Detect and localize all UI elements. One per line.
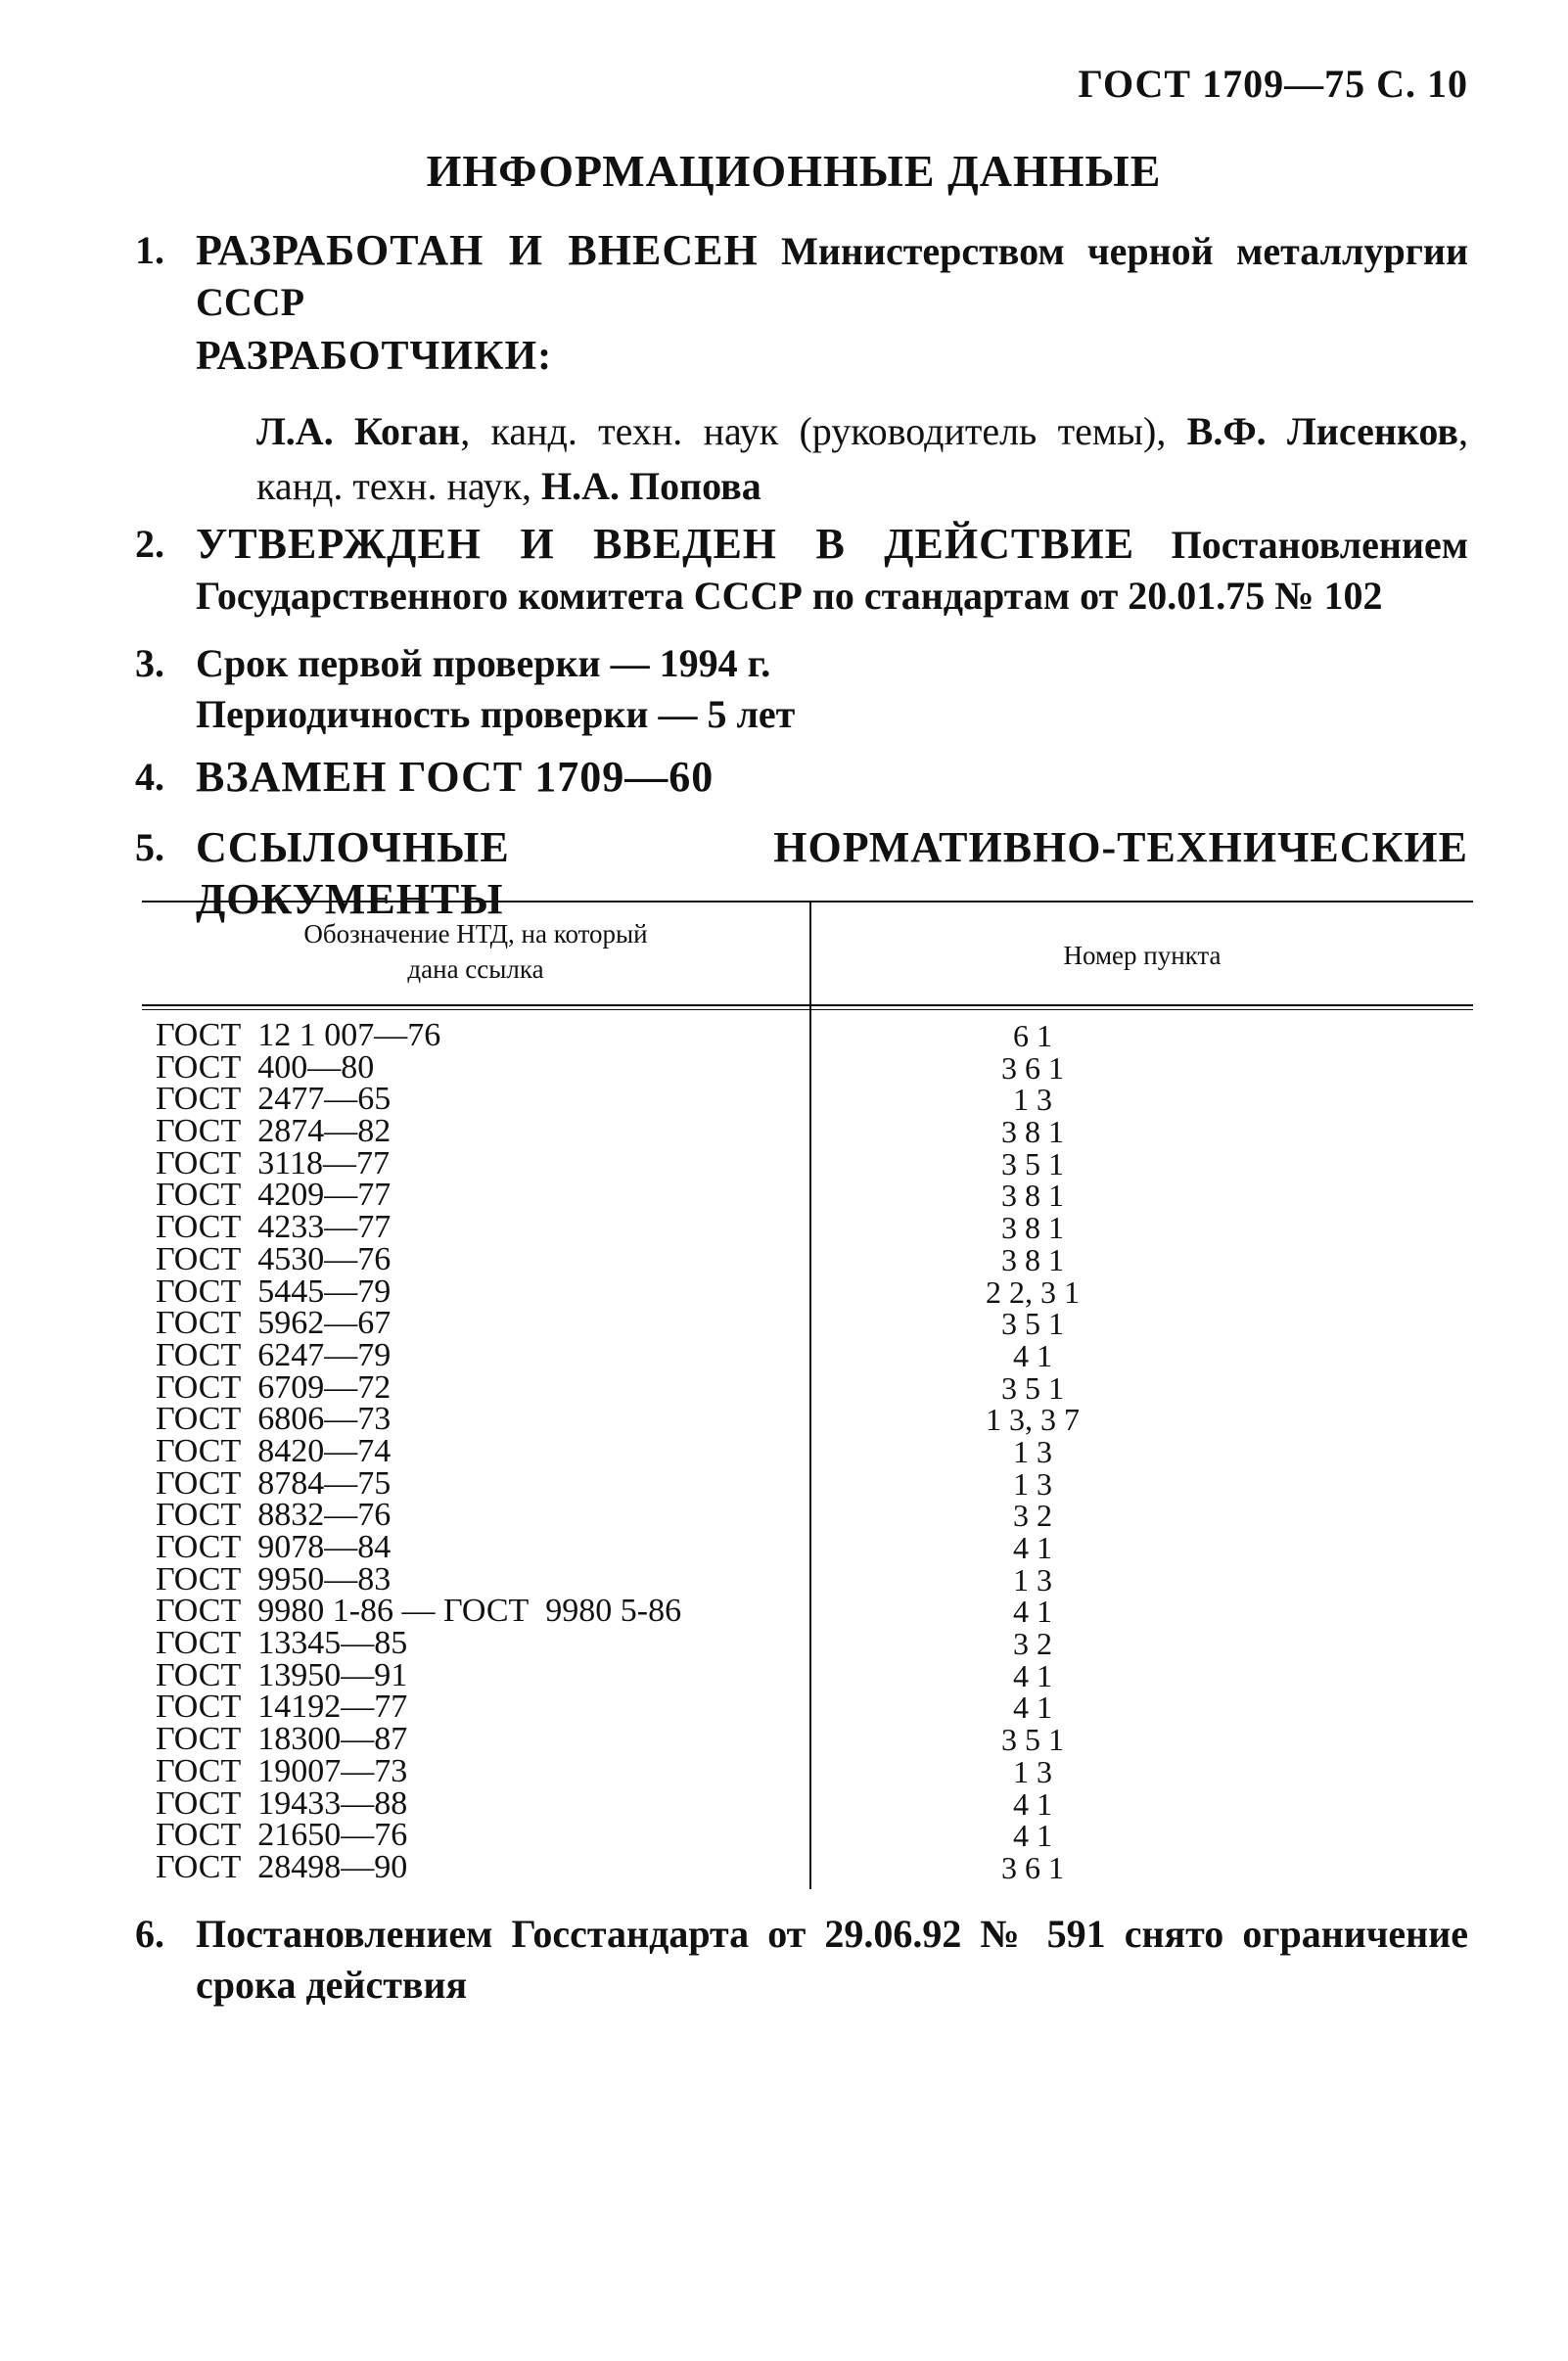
table-header-point: Номер пункта bbox=[1063, 941, 1222, 970]
cell-document: ГОСТ 2874—82 bbox=[156, 1113, 392, 1150]
item-number: 5. bbox=[135, 825, 164, 869]
table-row bbox=[142, 1240, 1473, 1277]
cell-document: ГОСТ 12 1 007—76 bbox=[156, 1017, 441, 1053]
item-number: 2. bbox=[135, 522, 164, 566]
cell-document: ГОСТ 3118—77 bbox=[156, 1144, 390, 1181]
table-row bbox=[142, 1497, 1473, 1534]
item-number: 4. bbox=[135, 755, 164, 799]
table-row bbox=[142, 1273, 1473, 1310]
item-number: 6. bbox=[135, 1912, 164, 1956]
cell-document: ГОСТ 8784—75 bbox=[156, 1464, 392, 1502]
item-text: ВЗАМЕН ГОСТ 1709—60 bbox=[196, 753, 715, 801]
developer-name: В.Ф. Лисенков bbox=[1186, 409, 1458, 453]
cell-point: 3 8 1 bbox=[1001, 1210, 1064, 1246]
table-row bbox=[142, 1784, 1473, 1822]
table-row bbox=[142, 1368, 1473, 1406]
cell-point: 3 6 1 bbox=[1001, 1849, 1064, 1885]
item-body bbox=[196, 225, 1468, 328]
page-header: ГОСТ 1709—75 С. 10 bbox=[1078, 62, 1468, 106]
cell-point: 1 3 bbox=[1013, 1753, 1052, 1789]
table-row bbox=[142, 1209, 1473, 1246]
cell-document: ГОСТ 6247—79 bbox=[156, 1336, 392, 1373]
cell-point: 3 5 1 bbox=[1001, 1369, 1064, 1406]
item-body bbox=[196, 519, 1468, 622]
cell-document: ГОСТ 4209—77 bbox=[156, 1177, 392, 1214]
cell-point: 4 1 bbox=[1013, 1785, 1052, 1822]
developers-list bbox=[256, 404, 1468, 514]
cell-point: 4 1 bbox=[1013, 1818, 1052, 1854]
table-row bbox=[142, 1401, 1473, 1438]
table-row bbox=[142, 1817, 1473, 1854]
developers-heading: РАЗРАБОТЧИКИ: bbox=[196, 334, 553, 379]
table-row bbox=[142, 1081, 1473, 1118]
cell-point: 1 3, 3 7 bbox=[986, 1402, 1080, 1438]
cell-point: 6 1 bbox=[1013, 1018, 1052, 1053]
cell-point: 4 1 bbox=[1013, 1657, 1052, 1693]
table-rule bbox=[142, 1004, 1473, 1006]
table-body bbox=[142, 1017, 1473, 1885]
cell-point: 4 1 bbox=[1013, 1594, 1052, 1630]
cell-document: ГОСТ 21650—76 bbox=[156, 1817, 408, 1854]
cell-document: ГОСТ 6709—72 bbox=[156, 1368, 392, 1406]
cell-document: ГОСТ 13345—85 bbox=[156, 1625, 408, 1662]
item-number: 1. bbox=[135, 228, 164, 272]
cell-document: ГОСТ 14192—77 bbox=[156, 1689, 408, 1726]
cell-point: 3 5 1 bbox=[1001, 1306, 1064, 1342]
item-number: 3. bbox=[135, 641, 164, 685]
table-row bbox=[142, 1113, 1473, 1150]
cell-document: ГОСТ 9980 1-86 — ГОСТ 9980 5-86 bbox=[156, 1593, 682, 1630]
developer-name: Л.А. Коган bbox=[256, 409, 461, 453]
table-row bbox=[142, 1144, 1473, 1181]
table-row bbox=[142, 1432, 1473, 1469]
cell-point: 4 1 bbox=[1013, 1337, 1052, 1373]
table-row bbox=[142, 1721, 1473, 1758]
cell-point: 4 1 bbox=[1013, 1690, 1052, 1726]
developer-name: Н.А. Попова bbox=[541, 464, 761, 508]
cell-document: ГОСТ 28498—90 bbox=[156, 1848, 408, 1885]
cell-document: ГОСТ 400—80 bbox=[156, 1048, 375, 1086]
item-line: Срок первой проверки — 1994 г. bbox=[196, 641, 771, 685]
cell-document: ГОСТ 9950—83 bbox=[156, 1560, 392, 1597]
table-row bbox=[142, 1336, 1473, 1373]
item-text: ССЫЛОЧНЫЕ НОРМАТИВНО-ТЕХНИЧЕСКИЕ ДОКУМЕНТЫ bbox=[196, 823, 1468, 923]
table-row bbox=[142, 1048, 1473, 1086]
cell-point: 4 1 bbox=[1013, 1530, 1052, 1565]
table-row bbox=[142, 1177, 1473, 1214]
cell-point: 1 3 bbox=[1013, 1082, 1052, 1118]
table-row bbox=[142, 1305, 1473, 1342]
table-row bbox=[142, 1656, 1473, 1693]
item-body bbox=[196, 1909, 1468, 2011]
table-row bbox=[142, 1691, 1473, 1724]
table-row bbox=[142, 1752, 1473, 1789]
item-text: Министерством черной металлургии СССР bbox=[196, 229, 1468, 324]
table-rule bbox=[142, 1009, 1473, 1010]
cell-document: ГОСТ 5962—67 bbox=[156, 1305, 392, 1342]
cell-point: 2 2, 3 1 bbox=[986, 1273, 1080, 1310]
cell-point: 1 3 bbox=[1013, 1465, 1052, 1502]
item-4 bbox=[135, 752, 1468, 804]
cell-point: 3 6 1 bbox=[1001, 1049, 1064, 1086]
item-text: Постановлением Государственного комитета СССР по стандартам от 20.01.75 № 102 bbox=[196, 523, 1469, 618]
item-lead: РАЗРАБОТАН И ВНЕСЕН bbox=[196, 226, 759, 274]
table-row bbox=[142, 1464, 1473, 1502]
developer-role: , канд. техн. наук, bbox=[256, 409, 1468, 508]
item-text: Постановлением Госстандарта от 29.06.92 № 591 снято ограничение срока действия bbox=[196, 1912, 1468, 2007]
table-row bbox=[142, 1017, 1473, 1053]
developer-role: , канд. техн. наук (руководитель темы), bbox=[460, 409, 1187, 453]
cell-document: ГОСТ 13950—91 bbox=[156, 1656, 408, 1693]
cell-document: ГОСТ 2477—65 bbox=[156, 1081, 392, 1118]
table-rule bbox=[142, 901, 1473, 903]
table-row bbox=[142, 1529, 1473, 1565]
item-lead: УТВЕРЖДЕН И ВВЕДЕН В ДЕЙСТВИЕ bbox=[196, 520, 1135, 568]
cell-point: 3 8 1 bbox=[1001, 1241, 1064, 1277]
item-1 bbox=[135, 225, 1468, 328]
table-row bbox=[142, 1625, 1473, 1662]
cell-document: ГОСТ 8832—76 bbox=[156, 1497, 392, 1534]
page-title: ИНФОРМАЦИОННЫЕ ДАННЫЕ bbox=[426, 146, 1162, 196]
cell-document: ГОСТ 9078—84 bbox=[156, 1529, 392, 1565]
cell-document: ГОСТ 6806—73 bbox=[156, 1401, 392, 1438]
header-line: дана ссылка bbox=[407, 954, 544, 984]
cell-point: 3 5 1 bbox=[1001, 1722, 1064, 1758]
cell-point: 3 2 bbox=[1013, 1498, 1052, 1534]
cell-document: ГОСТ 5445—79 bbox=[156, 1273, 392, 1310]
item-body bbox=[196, 752, 1468, 804]
cell-point: 3 2 bbox=[1013, 1626, 1052, 1662]
cell-document: ГОСТ 19007—73 bbox=[156, 1752, 408, 1789]
item-6 bbox=[135, 1909, 1468, 2011]
table-row bbox=[142, 1560, 1473, 1597]
item-2 bbox=[135, 519, 1468, 622]
cell-point: 3 5 1 bbox=[1001, 1145, 1064, 1181]
item-line: Периодичность проверки — 5 лет bbox=[196, 692, 796, 736]
item-3 bbox=[135, 638, 1468, 740]
cell-document: ГОСТ 4530—76 bbox=[156, 1240, 392, 1277]
cell-point: 1 3 bbox=[1013, 1433, 1052, 1469]
references-table bbox=[142, 901, 1473, 1894]
cell-point: 1 3 bbox=[1013, 1561, 1052, 1597]
header-line: Обозначение НТД, на который bbox=[303, 919, 648, 949]
table-row bbox=[142, 1593, 1473, 1630]
cell-document: ГОСТ 8420—74 bbox=[156, 1432, 392, 1469]
cell-point: 3 8 1 bbox=[1001, 1178, 1064, 1214]
item-body bbox=[196, 638, 1468, 740]
cell-document: ГОСТ 19433—88 bbox=[156, 1784, 408, 1822]
cell-point: 3 8 1 bbox=[1001, 1114, 1064, 1150]
cell-document: ГОСТ 18300—87 bbox=[156, 1721, 408, 1758]
table-header-document bbox=[142, 916, 809, 987]
cell-document: ГОСТ 4233—77 bbox=[156, 1209, 392, 1246]
table-row bbox=[142, 1848, 1473, 1885]
